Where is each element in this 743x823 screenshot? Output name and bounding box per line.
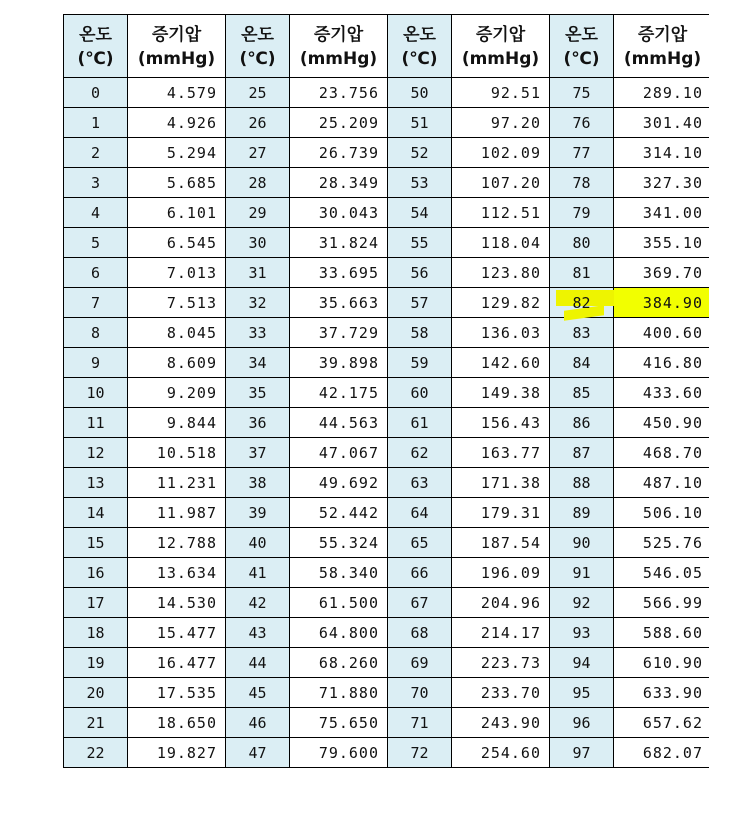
table-body: [64, 78, 710, 768]
temperature-cell: 67: [388, 588, 452, 618]
temperature-cell: 95: [550, 678, 614, 708]
vapor-pressure-cell: 39.898: [290, 348, 388, 378]
vapor-pressure-cell: 254.60: [452, 738, 550, 768]
temperature-cell: 37: [226, 438, 290, 468]
temperature-cell: 57: [388, 288, 452, 318]
vapor-pressure-cell: 142.60: [452, 348, 550, 378]
vapor-pressure-cell: 16.477: [128, 648, 226, 678]
temperature-cell: 22: [64, 738, 128, 768]
vapor-pressure-cell: 416.80: [614, 348, 710, 378]
temperature-cell: 92: [550, 588, 614, 618]
temperature-cell: 52: [388, 138, 452, 168]
vapor-pressure-cell: 44.563: [290, 408, 388, 438]
temperature-cell: 70: [388, 678, 452, 708]
vapor-pressure-cell: 163.77: [452, 438, 550, 468]
vapor-pressure-cell: 7.013: [128, 258, 226, 288]
table-row: [64, 78, 710, 108]
temperature-cell: 50: [388, 78, 452, 108]
table-row: [64, 228, 710, 258]
vapor-pressure-cell: 31.824: [290, 228, 388, 258]
temperature-cell: 54: [388, 198, 452, 228]
temperature-cell: 31: [226, 258, 290, 288]
vapor-pressure-cell: 118.04: [452, 228, 550, 258]
temp-unit: (℃): [550, 48, 614, 78]
pressure-header: 증기압: [290, 15, 388, 48]
temperature-cell: 68: [388, 618, 452, 648]
temperature-cell: 84: [550, 348, 614, 378]
temperature-cell: 76: [550, 108, 614, 138]
temperature-cell: 6: [64, 258, 128, 288]
vapor-pressure-cell: 149.38: [452, 378, 550, 408]
temperature-cell: 51: [388, 108, 452, 138]
table-row: [64, 738, 710, 768]
temperature-cell: 8: [64, 318, 128, 348]
vapor-pressure-cell: 23.756: [290, 78, 388, 108]
vapor-pressure-cell: 28.349: [290, 168, 388, 198]
vapor-pressure-cell: 289.10: [614, 78, 710, 108]
vapor-pressure-cell: 6.545: [128, 228, 226, 258]
vapor-pressure-cell: 546.05: [614, 558, 710, 588]
table-row: [64, 198, 710, 228]
vapor-pressure-cell: 17.535: [128, 678, 226, 708]
temperature-cell: 44: [226, 648, 290, 678]
vapor-pressure-cell: 129.82: [452, 288, 550, 318]
vapor-pressure-cell: 25.209: [290, 108, 388, 138]
temperature-cell: 69: [388, 648, 452, 678]
table-row: [64, 588, 710, 618]
temperature-cell: 89: [550, 498, 614, 528]
temperature-cell: 79: [550, 198, 614, 228]
temperature-cell: 4: [64, 198, 128, 228]
temp-header: 온도: [226, 15, 290, 48]
vapor-pressure-cell: 92.51: [452, 78, 550, 108]
temperature-cell: [550, 288, 614, 318]
temperature-cell: 36: [226, 408, 290, 438]
vapor-pressure-cell: 450.90: [614, 408, 710, 438]
vapor-pressure-cell: 42.175: [290, 378, 388, 408]
temperature-value: 82: [572, 293, 591, 312]
temperature-cell: 72: [388, 738, 452, 768]
temperature-cell: 58: [388, 318, 452, 348]
temperature-cell: 13: [64, 468, 128, 498]
vapor-pressure-cell: 327.30: [614, 168, 710, 198]
vapor-pressure-cell: 49.692: [290, 468, 388, 498]
temperature-cell: 10: [64, 378, 128, 408]
temperature-cell: 45: [226, 678, 290, 708]
temperature-cell: 83: [550, 318, 614, 348]
vapor-pressure-cell: 682.07: [614, 738, 710, 768]
vapor-pressure-cell: 123.80: [452, 258, 550, 288]
vapor-pressure-cell: 233.70: [452, 678, 550, 708]
temperature-cell: 20: [64, 678, 128, 708]
vapor-pressure-cell: 4.926: [128, 108, 226, 138]
vapor-pressure-cell: 214.17: [452, 618, 550, 648]
vapor-pressure-cell: 8.045: [128, 318, 226, 348]
vapor-pressure-cell: 6.101: [128, 198, 226, 228]
table-row: [64, 678, 710, 708]
vapor-pressure-cell: 487.10: [614, 468, 710, 498]
temperature-cell: 34: [226, 348, 290, 378]
vapor-pressure-cell: 12.788: [128, 528, 226, 558]
vapor-pressure-cell: 19.827: [128, 738, 226, 768]
vapor-pressure-cell: 610.90: [614, 648, 710, 678]
temp-unit: (℃): [226, 48, 290, 78]
table-row: [64, 618, 710, 648]
vapor-pressure-cell: 187.54: [452, 528, 550, 558]
vapor-pressure-cell: 11.231: [128, 468, 226, 498]
temperature-cell: 17: [64, 588, 128, 618]
temperature-cell: 27: [226, 138, 290, 168]
vapor-pressure-cell: 468.70: [614, 438, 710, 468]
temperature-cell: 1: [64, 108, 128, 138]
temperature-cell: 26: [226, 108, 290, 138]
temperature-cell: 87: [550, 438, 614, 468]
temperature-cell: 60: [388, 378, 452, 408]
temperature-cell: 29: [226, 198, 290, 228]
temperature-cell: 5: [64, 228, 128, 258]
vapor-pressure-cell: 9.844: [128, 408, 226, 438]
vapor-pressure-cell: 355.10: [614, 228, 710, 258]
temperature-cell: 43: [226, 618, 290, 648]
vapor-pressure-cell: 171.38: [452, 468, 550, 498]
table-row: [64, 168, 710, 198]
temp-header: 온도: [550, 15, 614, 48]
temperature-cell: 32: [226, 288, 290, 318]
temperature-cell: 59: [388, 348, 452, 378]
vapor-pressure-cell: 68.260: [290, 648, 388, 678]
temperature-cell: 18: [64, 618, 128, 648]
vapor-pressure-cell: 97.20: [452, 108, 550, 138]
temperature-cell: 77: [550, 138, 614, 168]
header-row-units: [64, 48, 710, 78]
temperature-cell: 30: [226, 228, 290, 258]
pressure-header: 증기압: [128, 15, 226, 48]
temperature-cell: 88: [550, 468, 614, 498]
temperature-cell: 42: [226, 588, 290, 618]
vapor-pressure-cell: 156.43: [452, 408, 550, 438]
table-row: [64, 258, 710, 288]
temperature-cell: 16: [64, 558, 128, 588]
pressure-unit: (mmHg): [290, 48, 388, 78]
temperature-cell: 11: [64, 408, 128, 438]
vapor-pressure-cell: 47.067: [290, 438, 388, 468]
table-row: [64, 528, 710, 558]
temperature-cell: 28: [226, 168, 290, 198]
pressure-unit: (mmHg): [128, 48, 226, 78]
temperature-cell: 75: [550, 78, 614, 108]
temperature-cell: 55: [388, 228, 452, 258]
vapor-pressure-cell: 400.60: [614, 318, 710, 348]
pressure-unit: (mmHg): [452, 48, 550, 78]
table-row: [64, 348, 710, 378]
pressure-header: 증기압: [614, 15, 710, 48]
temperature-cell: 38: [226, 468, 290, 498]
temp-header: 온도: [64, 15, 128, 48]
temperature-cell: 33: [226, 318, 290, 348]
vapor-pressure-cell: 58.340: [290, 558, 388, 588]
temperature-cell: 7: [64, 288, 128, 318]
vapor-pressure-cell: 5.294: [128, 138, 226, 168]
temperature-cell: 14: [64, 498, 128, 528]
pressure-unit: (mmHg): [614, 48, 710, 78]
vapor-pressure-cell: 657.62: [614, 708, 710, 738]
temperature-cell: 9: [64, 348, 128, 378]
temperature-cell: 93: [550, 618, 614, 648]
vapor-pressure-cell: 314.10: [614, 138, 710, 168]
temperature-cell: 71: [388, 708, 452, 738]
temperature-cell: 90: [550, 528, 614, 558]
temperature-cell: 81: [550, 258, 614, 288]
vapor-pressure-cell: 301.40: [614, 108, 710, 138]
vapor-pressure-cell: 61.500: [290, 588, 388, 618]
pressure-header: 증기압: [452, 15, 550, 48]
vapor-pressure-cell: 18.650: [128, 708, 226, 738]
vapor-pressure-cell: 75.650: [290, 708, 388, 738]
temperature-cell: 12: [64, 438, 128, 468]
vapor-pressure-cell: 223.73: [452, 648, 550, 678]
temperature-cell: 66: [388, 558, 452, 588]
vapor-pressure-cell: 33.695: [290, 258, 388, 288]
temperature-cell: 78: [550, 168, 614, 198]
vapor-pressure-cell: 8.609: [128, 348, 226, 378]
vapor-pressure-cell: 64.800: [290, 618, 388, 648]
temperature-cell: 53: [388, 168, 452, 198]
table-row: [64, 468, 710, 498]
table-row: [64, 648, 710, 678]
vapor-pressure-cell: 9.209: [128, 378, 226, 408]
temperature-cell: 19: [64, 648, 128, 678]
vapor-pressure-cell: 79.600: [290, 738, 388, 768]
table-row: [64, 558, 710, 588]
vapor-pressure-cell: 7.513: [128, 288, 226, 318]
temperature-cell: 35: [226, 378, 290, 408]
vapor-pressure-cell: 26.739: [290, 138, 388, 168]
vapor-pressure-sheet: [63, 14, 709, 809]
table-row: [64, 438, 710, 468]
vapor-pressure-cell: 179.31: [452, 498, 550, 528]
temperature-cell: 85: [550, 378, 614, 408]
table-row: [64, 378, 710, 408]
table-row: [64, 318, 710, 348]
temperature-cell: 96: [550, 708, 614, 738]
vapor-pressure-cell: 11.987: [128, 498, 226, 528]
temperature-cell: 80: [550, 228, 614, 258]
temp-unit: (℃): [388, 48, 452, 78]
temperature-cell: 46: [226, 708, 290, 738]
vapor-pressure-cell: 433.60: [614, 378, 710, 408]
temperature-cell: 39: [226, 498, 290, 528]
vapor-pressure-cell: 243.90: [452, 708, 550, 738]
table-row: [64, 408, 710, 438]
vapor-pressure-cell: 102.09: [452, 138, 550, 168]
vapor-pressure-cell: 55.324: [290, 528, 388, 558]
vapor-pressure-cell: 35.663: [290, 288, 388, 318]
vapor-pressure-cell: 14.530: [128, 588, 226, 618]
vapor-pressure-cell: 525.76: [614, 528, 710, 558]
temperature-cell: 91: [550, 558, 614, 588]
temperature-cell: 40: [226, 528, 290, 558]
vapor-pressure-cell: 10.518: [128, 438, 226, 468]
temperature-cell: 47: [226, 738, 290, 768]
vapor-pressure-cell: 52.442: [290, 498, 388, 528]
temperature-cell: 41: [226, 558, 290, 588]
vapor-pressure-cell: 369.70: [614, 258, 710, 288]
temp-header: 온도: [388, 15, 452, 48]
vapor-pressure-cell: 15.477: [128, 618, 226, 648]
header-row-labels: [64, 15, 710, 48]
table-row: [64, 288, 710, 318]
vapor-pressure-cell: 196.09: [452, 558, 550, 588]
temperature-cell: 0: [64, 78, 128, 108]
vapor-pressure-cell: 566.99: [614, 588, 710, 618]
temperature-cell: 86: [550, 408, 614, 438]
temperature-cell: 65: [388, 528, 452, 558]
vapor-pressure-cell: 384.90: [614, 288, 710, 318]
table-row: [64, 498, 710, 528]
temperature-cell: 94: [550, 648, 614, 678]
temperature-cell: 97: [550, 738, 614, 768]
vapor-pressure-cell: 136.03: [452, 318, 550, 348]
vapor-pressure-cell: 107.20: [452, 168, 550, 198]
temperature-cell: 61: [388, 408, 452, 438]
temperature-cell: 56: [388, 258, 452, 288]
vapor-pressure-cell: 506.10: [614, 498, 710, 528]
temperature-cell: 64: [388, 498, 452, 528]
table-row: [64, 108, 710, 138]
vapor-pressure-table: [63, 14, 709, 768]
vapor-pressure-cell: 112.51: [452, 198, 550, 228]
temp-unit: (℃): [64, 48, 128, 78]
vapor-pressure-cell: 37.729: [290, 318, 388, 348]
vapor-pressure-cell: 341.00: [614, 198, 710, 228]
temperature-cell: 21: [64, 708, 128, 738]
temperature-cell: 63: [388, 468, 452, 498]
temperature-cell: 2: [64, 138, 128, 168]
vapor-pressure-cell: 4.579: [128, 78, 226, 108]
vapor-pressure-cell: 30.043: [290, 198, 388, 228]
temperature-cell: 62: [388, 438, 452, 468]
temperature-cell: 3: [64, 168, 128, 198]
vapor-pressure-cell: 588.60: [614, 618, 710, 648]
temperature-cell: 25: [226, 78, 290, 108]
vapor-pressure-cell: 204.96: [452, 588, 550, 618]
vapor-pressure-cell: 633.90: [614, 678, 710, 708]
table-row: [64, 708, 710, 738]
vapor-pressure-cell: 5.685: [128, 168, 226, 198]
vapor-pressure-cell: 71.880: [290, 678, 388, 708]
vapor-pressure-cell: 13.634: [128, 558, 226, 588]
temperature-cell: 15: [64, 528, 128, 558]
table-row: [64, 138, 710, 168]
